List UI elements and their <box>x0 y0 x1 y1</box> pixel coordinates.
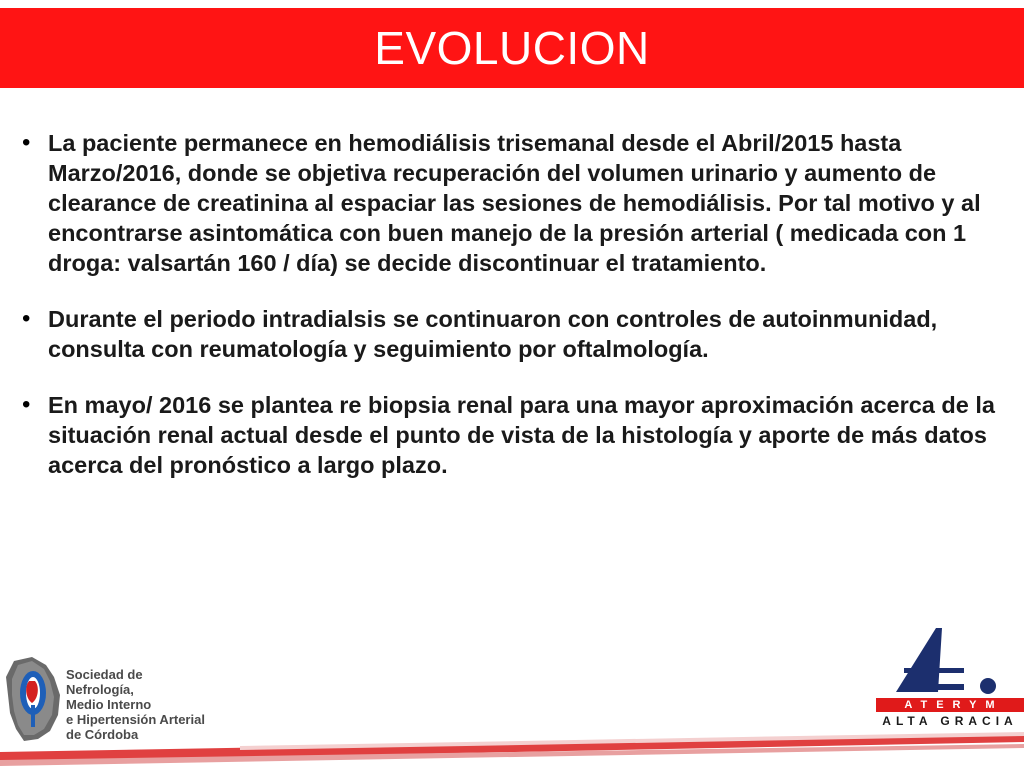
slide-title: EVOLUCION <box>374 22 650 74</box>
society-line: de Córdoba <box>66 727 139 742</box>
bullet-text: La paciente permanece en hemodiálisis trisemanal desde el Abril/2015 hasta Marzo/2016, donde se objetiva recuperación del volumen urinario y aumento de clearance de creatinina al espaciar las sesiones de hemodiálisis. Por tal motivo y al encontrarse asintomática con buen manejo de la presión arterial ( medicada con 1 droga: valsartán 160 / día) se decide discontinuar el tratamiento. <box>48 130 981 276</box>
bullet-item <box>14 304 1010 364</box>
bullet-item <box>14 128 1010 278</box>
bullet-marker: • <box>22 129 31 156</box>
bullet-marker: • <box>22 391 31 418</box>
bottom-stripe-decoration <box>0 732 1024 768</box>
bullet-marker: • <box>22 305 31 332</box>
society-line: e Hipertensión Arterial <box>66 712 205 727</box>
bullet-text: Durante el periodo intradialsis se continuaron con controles de autoinmunidad, consulta con reumatología y seguimiento por oftalmología. <box>48 306 938 362</box>
aterym-location: ALTA GRACIA <box>882 714 1018 728</box>
bullet-item <box>14 390 1010 480</box>
bullet-text: En mayo/ 2016 se plantea re biopsia renal para una mayor aproximación acerca de la situación renal actual desde el punto de vista de la histología y aporte de más datos acerca del pronóstico a largo plazo. <box>48 392 995 478</box>
society-line: Nefrología, <box>66 682 134 697</box>
society-line: Medio Interno <box>66 697 152 712</box>
aterym-name: ATERYM <box>876 698 1024 712</box>
bullet-list <box>14 128 1010 506</box>
title-bar <box>0 8 1024 88</box>
society-line: Sociedad de <box>66 667 143 682</box>
society-name <box>66 667 205 742</box>
